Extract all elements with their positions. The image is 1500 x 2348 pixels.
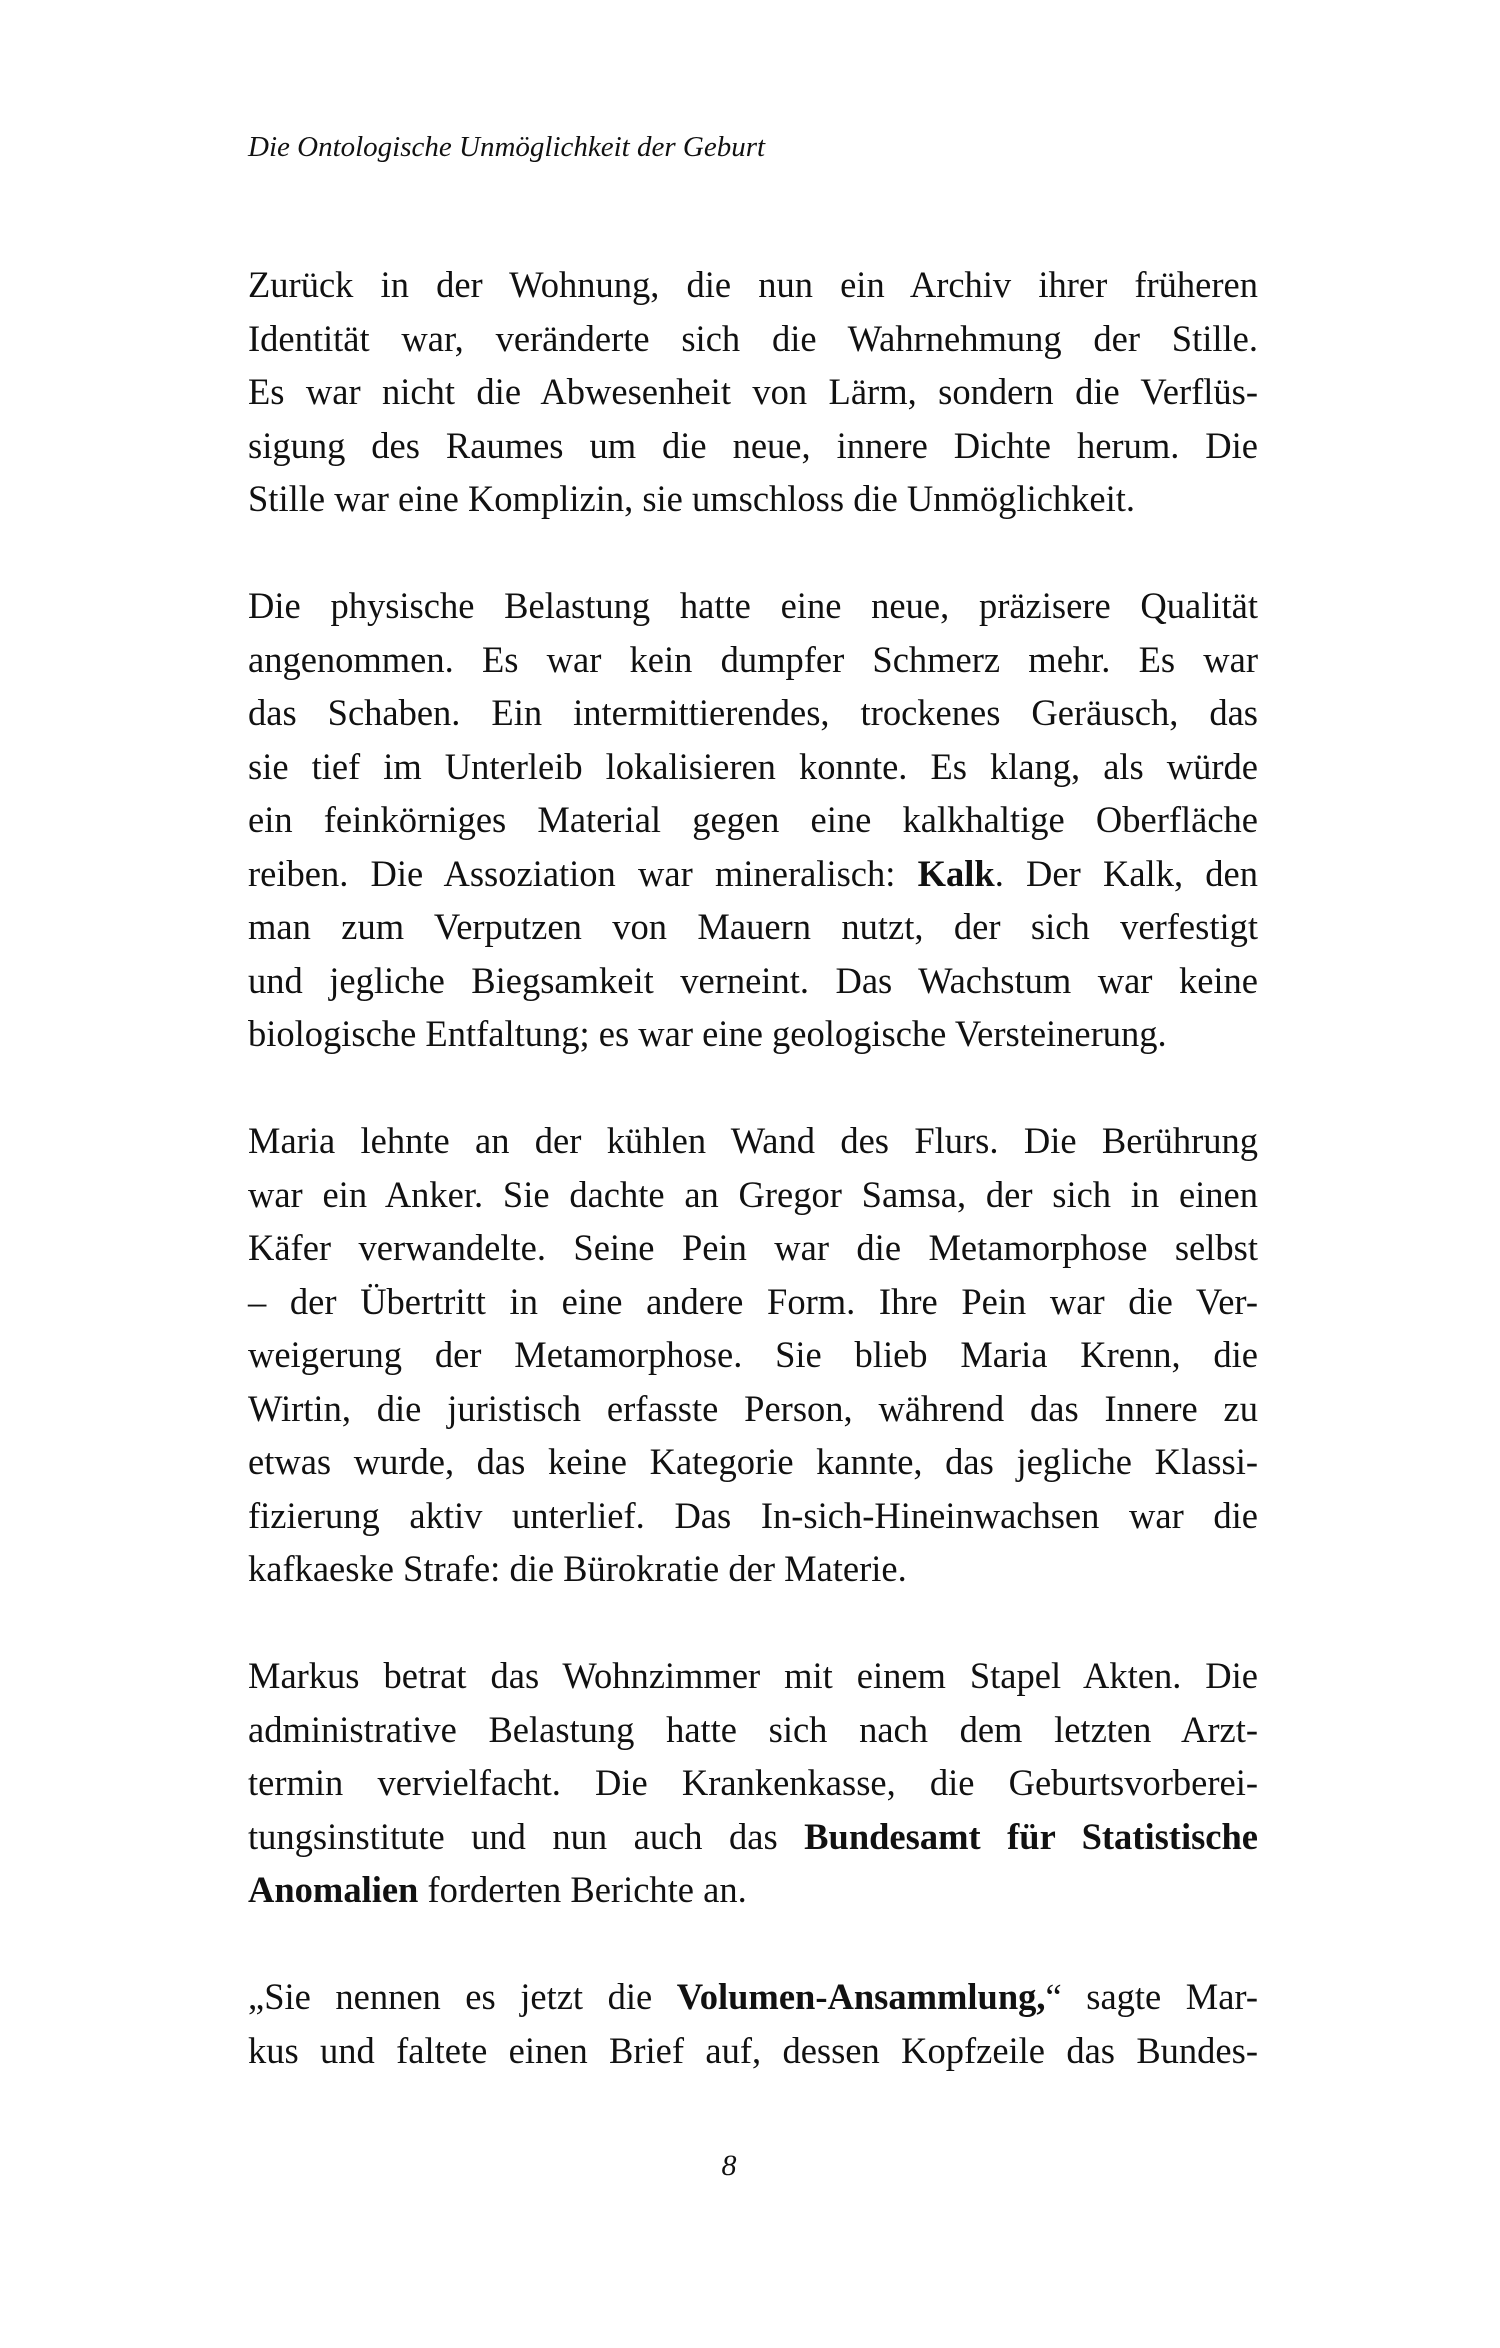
text-line xyxy=(248,1970,1258,2024)
text-run: administrative Belastung hatte sich nach dem letzten Arzt- xyxy=(248,1708,1258,1750)
text-line xyxy=(248,740,1258,794)
text-line xyxy=(248,1542,1258,1596)
text-line xyxy=(248,1221,1258,1275)
paragraph xyxy=(248,1114,1258,1596)
text-line xyxy=(248,900,1258,954)
text-run: Stille war eine Komplizin, sie umschloss die Unmöglichkeit. xyxy=(248,478,1136,519)
text-run: Identität war, veränderte sich die Wahrnehmung der Stille. xyxy=(248,317,1258,359)
text-line xyxy=(248,1810,1258,1864)
paragraph xyxy=(248,258,1258,526)
text-run: weigerung der Metamorphose. Sie blieb Maria Krenn, die xyxy=(248,1334,1258,1375)
text-run: Wirtin, die juristisch erfasste Person, während das Innere zu xyxy=(248,1387,1258,1429)
text-run: forderten Berichte an. xyxy=(418,1869,747,1910)
text-line xyxy=(248,2024,1258,2078)
text-run: – der Übertritt in eine andere Form. Ihre Pein war die Ver- xyxy=(248,1280,1258,1322)
page-number: 8 xyxy=(721,2149,737,2182)
text-run: kus und faltete einen Brief auf, dessen Kopfzeile das Bundes- xyxy=(248,2029,1258,2071)
text-run: tungsinstitute und nun auch das xyxy=(248,1815,805,1857)
text-line xyxy=(248,365,1258,419)
running-head: Die Ontologische Unmöglichkeit der Geburt xyxy=(248,131,766,163)
text-line xyxy=(248,1435,1258,1489)
text-run: kafkaeske Strafe: die Bürokratie der Materie. xyxy=(248,1548,907,1589)
text-line xyxy=(248,1703,1258,1757)
text-run: etwas wurde, das keine Kategorie kannte, das jegliche Klassi- xyxy=(248,1441,1258,1482)
text-run: Es war nicht die Abwesenheit von Lärm, sondern die Verflüs- xyxy=(248,371,1258,412)
text-line xyxy=(248,1114,1258,1168)
text-line xyxy=(248,312,1258,366)
text-line xyxy=(248,1275,1258,1329)
text-run: biologische Entfaltung; es war eine geologische Versteinerung. xyxy=(248,1013,1167,1054)
text-line xyxy=(248,1863,1258,1917)
text-run: . Der Kalk, den xyxy=(994,852,1258,894)
paragraph xyxy=(248,579,1258,1061)
text-line xyxy=(248,579,1258,633)
text-run: „Sie nennen es jetzt die xyxy=(248,1976,677,2017)
text-run: reiben. Die Assoziation war mineralisch: xyxy=(248,852,918,894)
text-run: und jegliche Biegsamkeit verneint. Das Wachstum war keine xyxy=(248,959,1258,1001)
text-line xyxy=(248,686,1258,740)
text-run: sie tief im Unterleib lokalisieren konnte. Es klang, als würde xyxy=(248,745,1258,787)
text-run: sigung des Raumes um die neue, innere Dichte herum. Die xyxy=(248,424,1258,466)
text-run: Die physische Belastung hatte eine neue, präzisere Qualität xyxy=(248,585,1258,626)
paragraph xyxy=(248,1649,1258,1917)
text-line xyxy=(248,793,1258,847)
text-run: das Schaben. Ein intermittierendes, trockenes Geräusch, das xyxy=(248,692,1258,733)
text-line xyxy=(248,633,1258,687)
text-run: fizierung aktiv unterlief. Das In-sich-Hineinwachsen war die xyxy=(248,1494,1258,1536)
text-run: ein feinkörniges Material gegen eine kalkhaltige Oberfläche xyxy=(248,799,1258,840)
bold-term: Volumen-Ansammlung, xyxy=(676,1976,1046,2017)
bold-term: Anomalien xyxy=(248,1869,419,1910)
text-line xyxy=(248,1382,1258,1436)
text-run: Käfer verwandelte. Seine Pein war die Metamorphose selbst xyxy=(248,1227,1258,1268)
bold-term: Kalk xyxy=(917,852,995,894)
text-run: “ sagte Mar- xyxy=(1045,1976,1259,2017)
paragraph xyxy=(248,1970,1258,2077)
text-line xyxy=(248,419,1258,473)
text-line xyxy=(248,1007,1258,1061)
text-line xyxy=(248,1489,1258,1543)
text-run: Zurück in der Wohnung, die nun ein Archiv ihrer früheren xyxy=(248,264,1258,305)
text-run: man zum Verputzen von Mauern nutzt, der sich verfestigt xyxy=(248,906,1258,947)
text-line xyxy=(248,1328,1258,1382)
text-line xyxy=(248,1756,1258,1810)
text-run: war ein Anker. Sie dachte an Gregor Samsa, der sich in einen xyxy=(248,1173,1258,1215)
text-line xyxy=(248,1168,1258,1222)
bold-term: Bundesamt für Statistische xyxy=(804,1815,1258,1857)
text-run: angenommen. Es war kein dumpfer Schmerz mehr. Es war xyxy=(248,638,1258,680)
text-line xyxy=(248,847,1258,901)
text-run: termin vervielfacht. Die Krankenkasse, die Geburtsvorberei- xyxy=(248,1762,1258,1803)
text-run: Maria lehnte an der kühlen Wand des Flurs. Die Berührung xyxy=(248,1120,1258,1161)
text-run: Markus betrat das Wohnzimmer mit einem Stapel Akten. Die xyxy=(248,1655,1258,1696)
body-text xyxy=(248,258,1258,2131)
text-line xyxy=(248,1649,1258,1703)
text-line xyxy=(248,258,1258,312)
text-line xyxy=(248,472,1258,526)
text-line xyxy=(248,954,1258,1008)
